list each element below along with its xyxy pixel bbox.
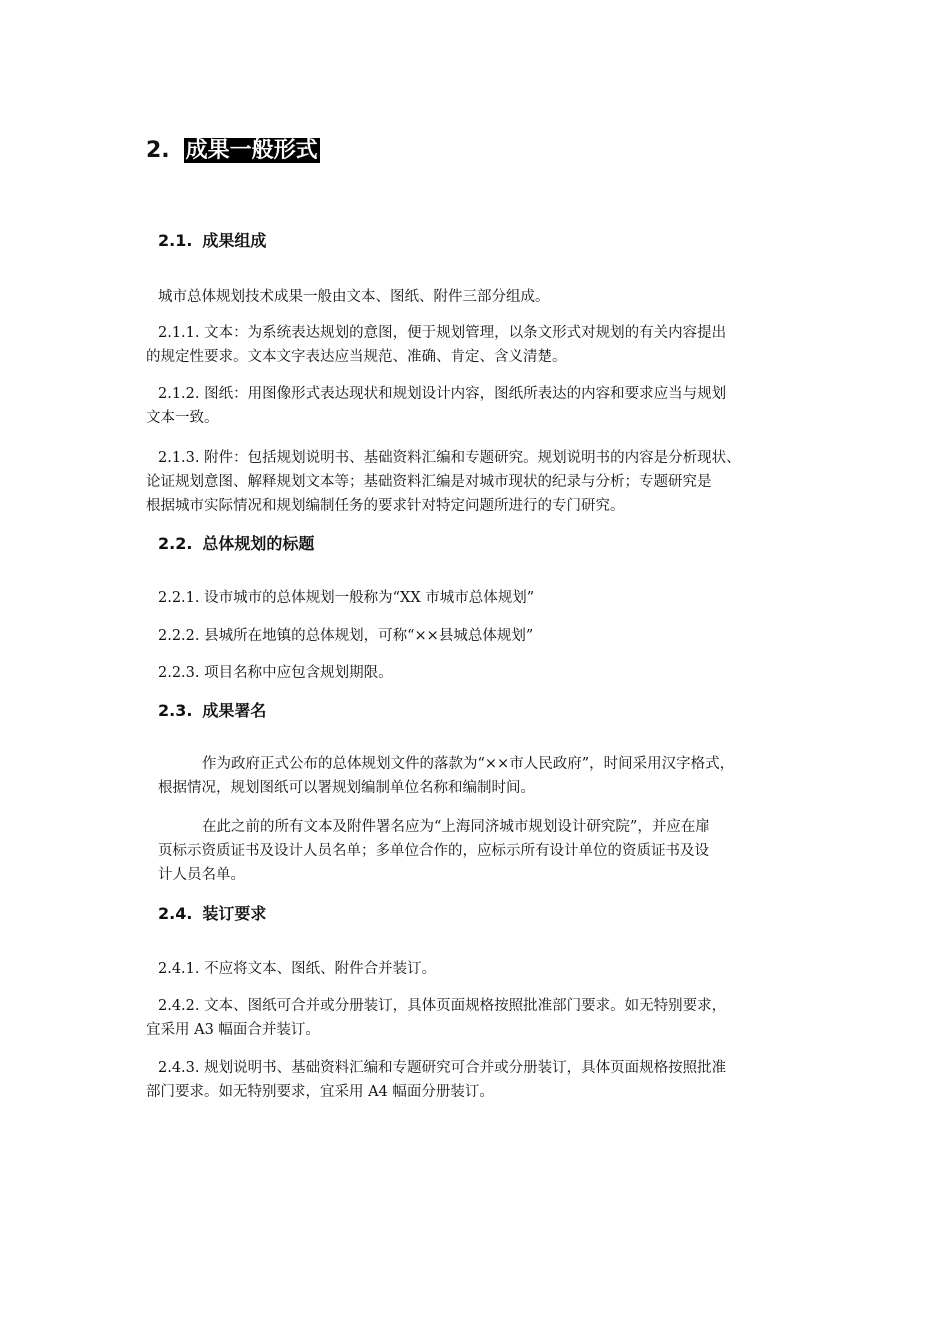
text-line: 2.2.2. 县城所在地镇的总体规划，可称“××县城总体规划” <box>158 628 534 644</box>
text-line: 2.4.3. 规划说明书、基础资料汇编和专题研究可合并或分册装订，具体页面规格按照批准 <box>158 1060 727 1076</box>
text-line: 根据情况，规划图纸可以署规划编制单位名称和编制时间。 <box>158 780 535 796</box>
paragraph <box>146 446 741 518</box>
paragraph <box>158 815 710 887</box>
text-line: 2.4.1. 不应将文本、图纸、附件合并装订。 <box>158 961 437 977</box>
paragraph <box>158 586 534 610</box>
text-line: 作为政府正式公布的总体规划文件的落款为“××市人民政府”，时间采用汉字格式， <box>202 756 735 772</box>
text-line: 在此之前的所有文本及附件署名应为“上海同济城市规划设计研究院”，并应在扉 <box>202 819 710 835</box>
paragraph <box>146 1056 726 1104</box>
paragraph <box>146 994 726 1042</box>
paragraph <box>146 382 726 430</box>
paragraph <box>158 661 393 685</box>
text-line: 2.2.1. 设市城市的总体规划一般称为“XX 市城市总体规划” <box>158 590 535 606</box>
section-heading <box>158 699 266 723</box>
text-line: 计人员名单。 <box>158 867 245 883</box>
section-number: 2.1. <box>158 231 193 250</box>
text-line: 2.2.3. 项目名称中应包含规划期限。 <box>158 665 393 681</box>
paragraph <box>158 285 550 309</box>
text-line: 宜采用 A3 幅面合并装订。 <box>146 1022 320 1038</box>
text-line: 页标示资质证书及设计人员名单；多单位合作的，应标示所有设计单位的资质证书及设 <box>158 843 709 859</box>
paragraph <box>158 752 734 800</box>
paragraph <box>146 321 726 369</box>
paragraph <box>158 624 533 648</box>
section-heading <box>158 532 314 556</box>
text-line: 2.4.2. 文本、图纸可合并或分册装订，具体页面规格按照批准部门要求。如无特别要求， <box>158 998 727 1014</box>
section-heading <box>158 229 266 253</box>
text-line: 根据城市实际情况和规划编制任务的要求针对特定问题所进行的专门研究。 <box>146 498 625 514</box>
text-line: 论证规划意图、解释规划文本等；基础资料汇编是对城市现状的纪录与分析；专题研究是 <box>146 474 712 490</box>
chapter-number: 2. <box>146 138 170 163</box>
text-line: 文本一致。 <box>146 410 219 426</box>
text-line: 城市总体规划技术成果一般由文本、图纸、附件三部分组成。 <box>158 289 550 305</box>
chapter-heading <box>146 134 320 168</box>
section-number: 2.4. <box>158 904 193 923</box>
section-number: 2.3. <box>158 701 193 720</box>
paragraph <box>158 957 436 981</box>
text-line: 部门要求。如无特别要求，宜采用 A4 幅面分册装订。 <box>146 1084 494 1100</box>
text-line: 的规定性要求。文本文字表达应当规范、准确、肯定、含义清楚。 <box>146 349 567 365</box>
section-heading <box>158 902 266 926</box>
section-title: 成果组成 <box>202 231 267 250</box>
section-title: 装订要求 <box>202 904 267 923</box>
text-line: 2.1.1. 文本：为系统表达规划的意图，便于规划管理，以条文形式对规划的有关内容提出 <box>158 325 727 341</box>
chapter-title: 成果一般形式 <box>185 138 318 163</box>
text-line: 2.1.3. 附件：包括规划说明书、基础资料汇编和专题研究。规划说明书的内容是分析现状、 <box>158 450 741 466</box>
text-line: 2.1.2. 图纸：用图像形式表达现状和规划设计内容，图纸所表达的内容和要求应当与规划 <box>158 386 727 402</box>
section-title: 总体规划的标题 <box>202 534 315 553</box>
section-number: 2.2. <box>158 534 193 553</box>
section-title: 成果署名 <box>202 701 267 720</box>
